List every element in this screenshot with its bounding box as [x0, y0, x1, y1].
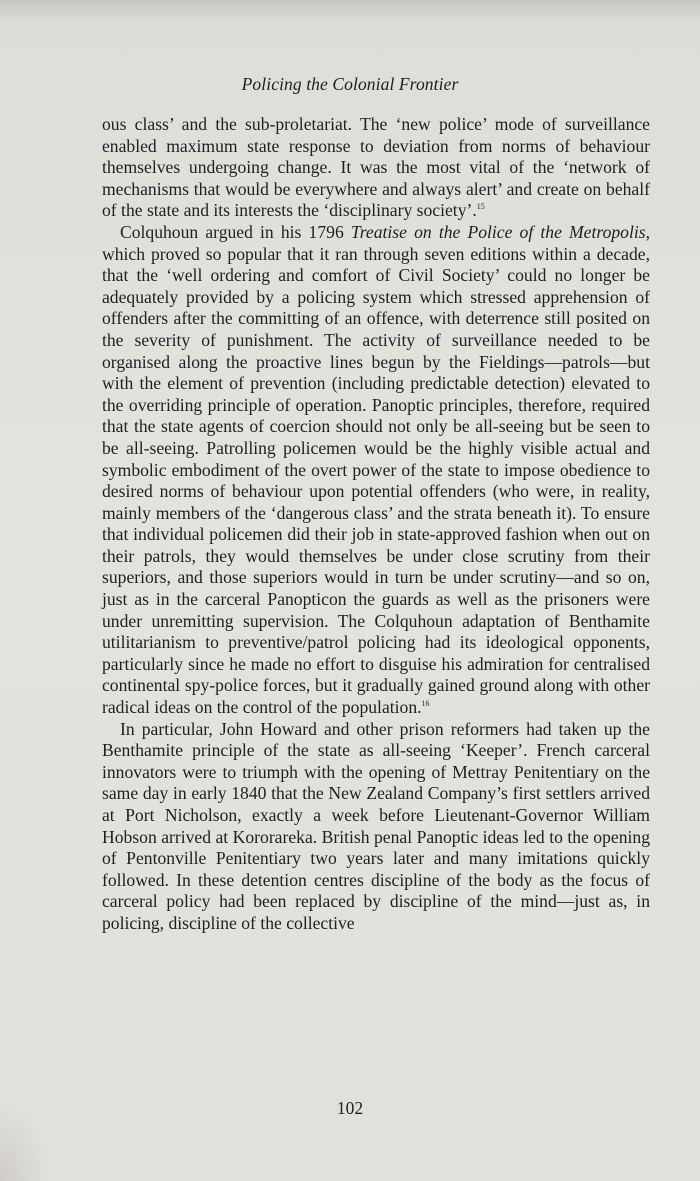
book-title-treatise: Treatise on the Police of the Metropolis: [350, 221, 646, 242]
top-edge-shadow: [0, 0, 700, 22]
paragraph-2-lead: Colquhoun argued in his 1796: [120, 221, 351, 242]
paragraph-1: [102, 114, 650, 222]
body-text: [102, 114, 650, 935]
page-corner-smudge: [0, 1101, 50, 1181]
page-number: 102: [336, 1098, 364, 1118]
footnote-ref-16[interactable]: 16: [421, 699, 430, 709]
running-head: Policing the Colonial Frontier: [241, 74, 459, 94]
footnote-ref-15[interactable]: 15: [476, 202, 485, 212]
paragraph-3: In particular, John Howard and other prison reformers had taken up the Benthamite principle of the state as all-seeing ‘Keeper’. French carceral innovators were to triumph with the opening of Mettray Penitentiary on the same day in early 1840 that the New Zealand Company’s first settlers arrived at Port Nicholson, exactly a week before Lieutenant-Governor William Hobson arrived at Kororareka. British penal Panoptic ideas led to the opening of Pentonville Penitentiary two years later and many imitations quickly followed. In these detention centres discipline of the body as the focus of carceral policy had been replaced by discipline of the mind—just as, in policing, discipline of the collective: [102, 718, 650, 933]
paragraph-1-text: ous class’ and the sub-proletariat. The ‘new police’ mode of surveillance enabled maximum state response to deviation from norms of behaviour themselves undergoing change. It was the most vital of the ‘network of mechanisms that would be everywhere and always alert’ and create on behalf of the state and its interests the ‘disciplinary society’.: [102, 114, 650, 221]
paragraph-2: [102, 222, 650, 719]
paragraph-2-text: , which proved so popular that it ran through seven editions within a decade, that the ‘well ordering and comfort of Civil Society’ could no longer be adequately provided by a policing system which stressed apprehension of offenders after the committing of an offence, with deterrence still posited on the severity of punishment. The activity of surveillance needed to be organised along the proactive lines begun by the Fieldings—patrols—but with the element of prevention (including predictable detection) elevated to the overriding principle of operation. Panoptic principles, therefore, required that the state agents of coercion should not only be all-seeing but be seen to be all-seeing. Patrolling policemen would be the highly visible actual and symbolic embodiment of the overt power of the state to impose obedience to desired norms of behaviour upon potential offenders (who were, in reality, mainly members of the ‘dangerous class’ and the strata beneath it). To ensure that individual policemen did their job in state-approved fashion when out on their patrols, they would themselves be under close scrutiny from their superiors, and those superiors would in turn be under scrutiny—and so on, just as in the carceral Panopticon the guards as well as the prisoners were under unremitting supervision. The Colquhoun adaptation of Benthamite utilitarianism to preventive/patrol policing had its ideological opponents, particularly since he made no effort to disguise his admiration for centralised continental spy-police forces, but it gradually gained ground along with other radical ideas on the control of the population.: [102, 221, 650, 718]
